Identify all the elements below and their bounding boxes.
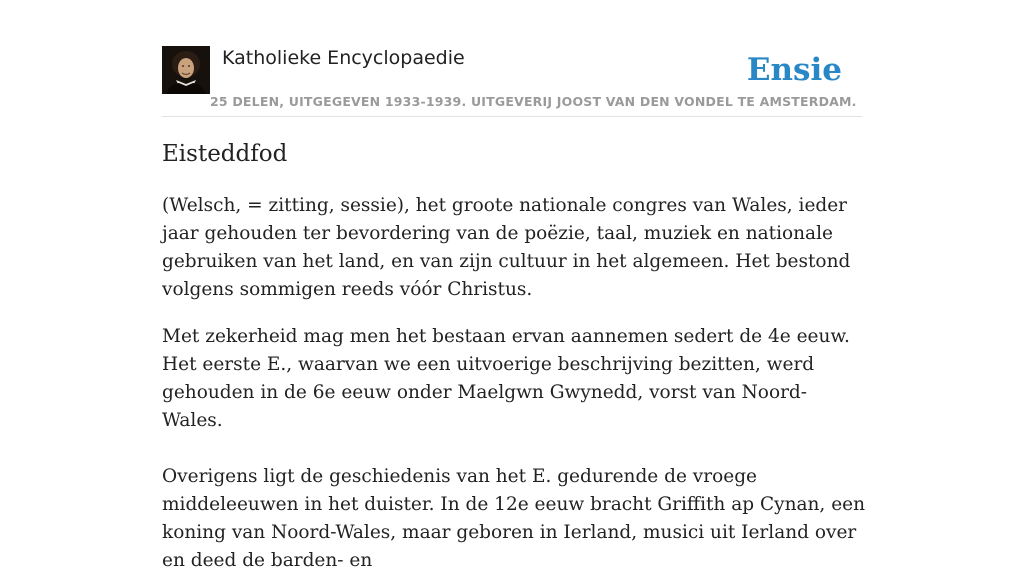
- source-title[interactable]: Katholieke Encyclopaedie: [222, 47, 465, 69]
- article: [162, 136, 866, 575]
- article-paragraph: Overigens ligt de geschiedenis van het E. gedurende de vroege middeleeuwen in het duister. In de 12e eeuw bracht Griffith ap Cynan, een koning van Noord-Wales, maar geboren in Ierland, musici uit Ierland over en deed de barden- en: [162, 466, 866, 571]
- source-header: [162, 46, 862, 117]
- portrait-avatar-icon[interactable]: [162, 46, 210, 94]
- entry-title: Eisteddfod: [162, 141, 288, 167]
- article-paragraph: Met zekerheid mag men het bestaan ervan aannemen sedert de 4e eeuw. Het eerste E., waarvan we een uitvoerige beschrijving bezitten, werd gehouden in de 6e eeuw onder Maelgwn Gwynedd, vorst van Noord-Wales.: [162, 326, 850, 431]
- article-paragraph: (Welsch, = zitting, sessie), het groote nationale congres van Wales, ieder jaar gehouden ter bevordering van de poëzie, taal, muziek en nationale gebruiken van het land, en van zijn cultuur in het algemeen. Het bestond volgens sommigen reeds vóór Christus.: [162, 195, 851, 300]
- brand-logo-link[interactable]: Ensie: [746, 52, 842, 88]
- source-subtitle: 25 DELEN, UITGEGEVEN 1933-1939. UITGEVERIJ JOOST VAN DEN VONDEL TE AMSTERDAM.: [210, 94, 857, 109]
